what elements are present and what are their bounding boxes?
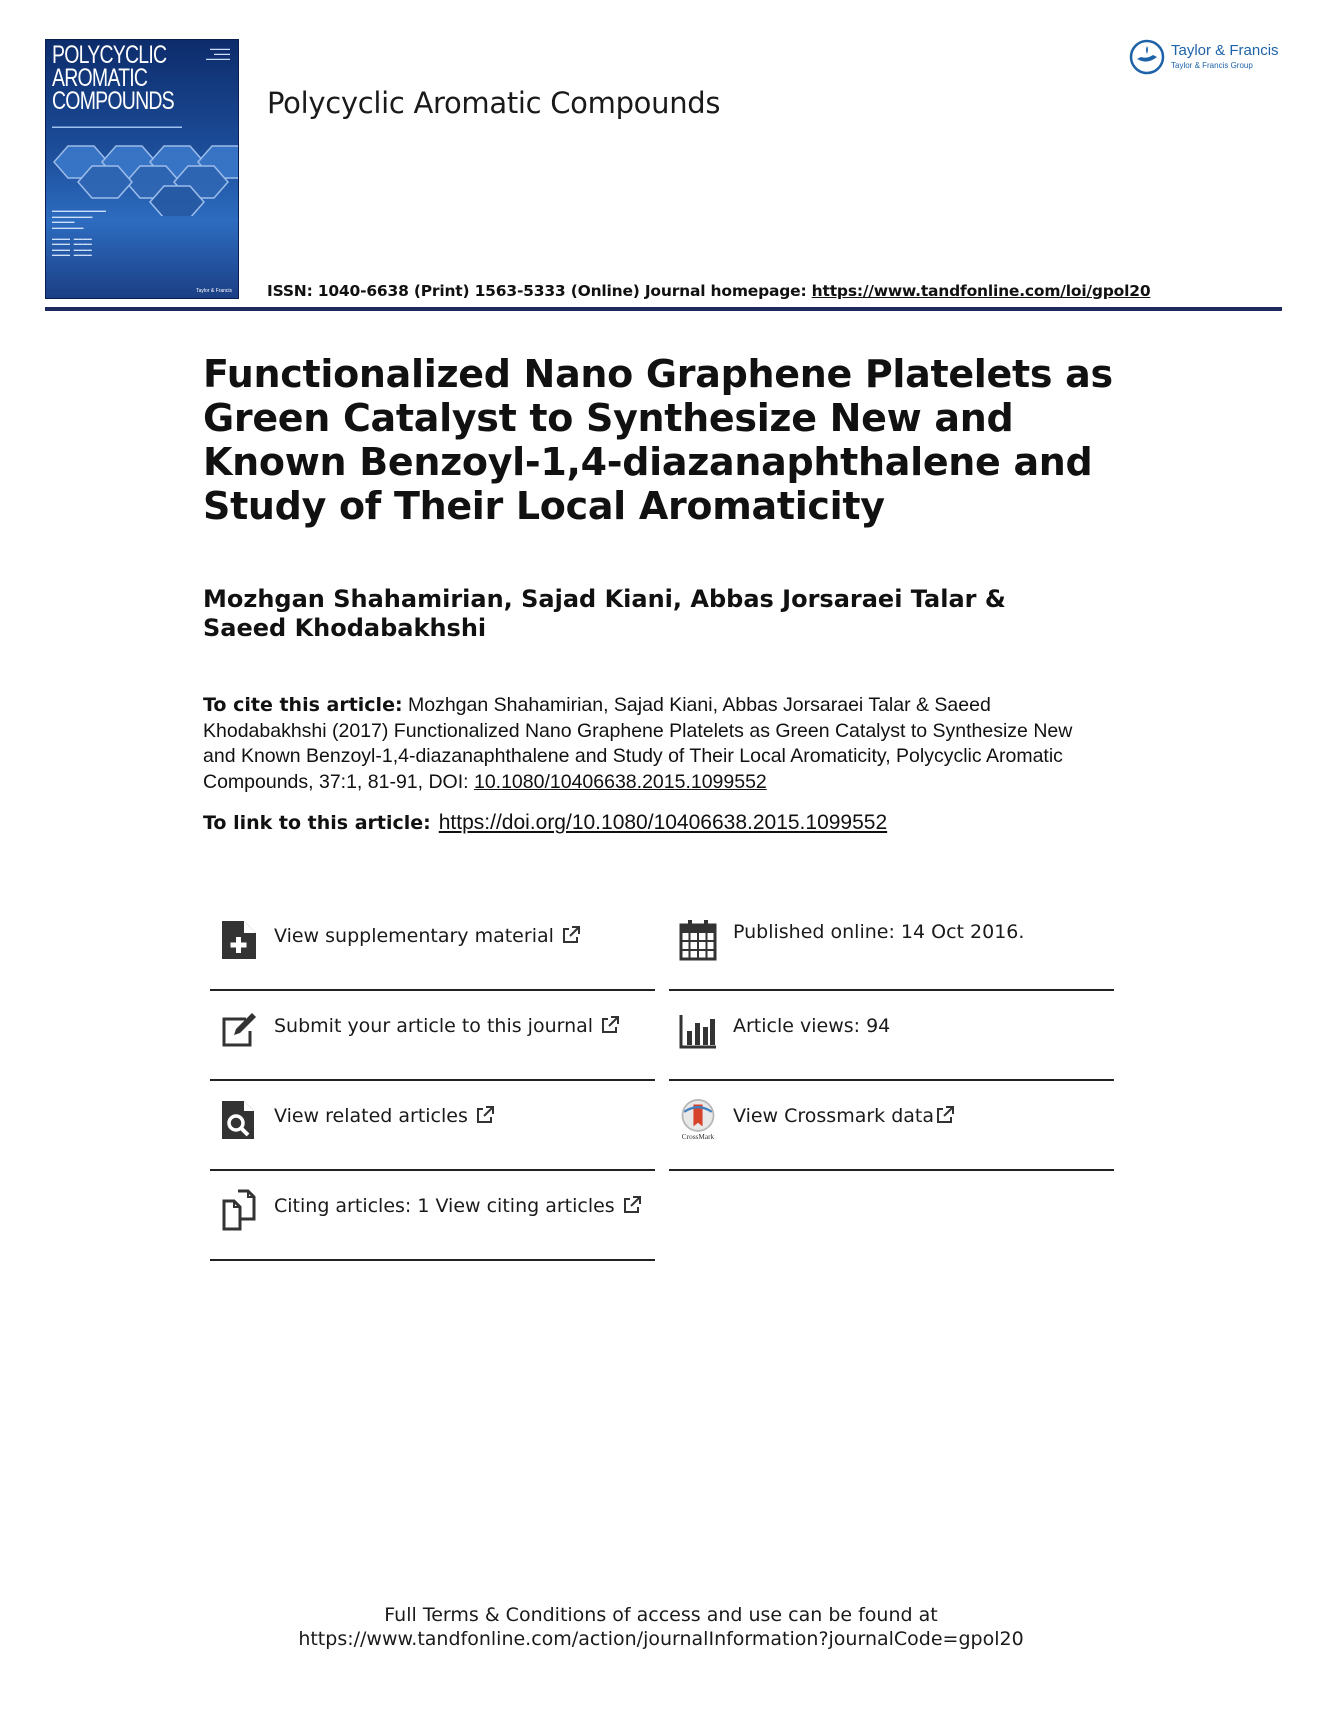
cover-title: POLYCYCLIC AROMATIC COMPOUNDS bbox=[52, 41, 174, 115]
journal-name: Polycyclic Aromatic Compounds bbox=[267, 86, 721, 120]
article-authors: Mozhgan Shahamirian, Sajad Kiani, Abbas Jorsaraei Talar & Saeed Khodabakhshi bbox=[203, 585, 1006, 642]
submit-article-link[interactable]: Submit your article to this journal bbox=[274, 1015, 619, 1037]
bar-chart-icon bbox=[679, 1009, 717, 1051]
related-articles-link[interactable]: View related articles bbox=[274, 1105, 494, 1127]
hexagon-pattern-icon bbox=[46, 138, 239, 216]
issn-text: ISSN: 1040-6638 (Print) 1563-5333 (Online) Journal homepage: bbox=[267, 282, 812, 300]
svg-text:CrossMark: CrossMark bbox=[681, 1132, 715, 1141]
supplementary-material-cell[interactable] bbox=[210, 903, 655, 991]
citing-articles-link[interactable]: Citing articles: 1 View citing articles bbox=[274, 1195, 641, 1217]
issn-line bbox=[267, 282, 1150, 300]
article-views-count: Article views: 94 bbox=[733, 1015, 891, 1037]
article-views-cell bbox=[669, 993, 1114, 1081]
terms-text: Full Terms & Conditions of access and use can be found at bbox=[384, 1604, 938, 1626]
taylor-francis-logo bbox=[1128, 38, 1288, 78]
journal-cover-image bbox=[45, 39, 239, 299]
calendar-icon bbox=[679, 919, 717, 961]
crossmark-link[interactable]: View Crossmark data bbox=[733, 1105, 954, 1127]
cover-issn-decoration: ▬▬▬▬▬ ▬▬▬▬ ▬▬▬▬▬▬ bbox=[206, 46, 230, 61]
cover-publisher-mark: Taylor & Francis bbox=[196, 288, 232, 294]
header-divider bbox=[45, 307, 1282, 311]
published-online-cell bbox=[669, 903, 1114, 991]
supplementary-material-link[interactable]: View supplementary material bbox=[274, 925, 580, 947]
taylor-francis-lamp-icon bbox=[1128, 38, 1166, 76]
citation-block bbox=[203, 693, 1103, 795]
publisher-group: Taylor & Francis Group bbox=[1171, 61, 1253, 70]
cite-doi-link[interactable]: 10.1080/10406638.2015.1099552 bbox=[473, 770, 767, 793]
external-link-icon bbox=[562, 926, 580, 944]
crossmark-icon bbox=[679, 1099, 717, 1141]
external-link-icon bbox=[601, 1016, 619, 1034]
link-label: To link to this article: bbox=[203, 812, 431, 834]
edit-icon bbox=[220, 1009, 258, 1051]
submit-article-cell[interactable] bbox=[210, 993, 655, 1081]
external-link-icon bbox=[623, 1196, 641, 1214]
related-articles-cell[interactable] bbox=[210, 1083, 655, 1171]
citing-articles-cell[interactable] bbox=[210, 1173, 655, 1261]
publisher-name: Taylor & Francis bbox=[1171, 42, 1279, 59]
cite-label: To cite this article: bbox=[203, 694, 403, 716]
external-link-icon bbox=[476, 1106, 494, 1124]
cover-editors-decoration: ▬▬▬▬▬▬▬▬▬▬▬▬ ▬▬▬▬▬▬▬▬▬ ▬▬▬▬▬ ▬▬▬▬▬▬▬ ▬▬▬▬ ▬▬▬▬ ▬▬▬▬ ▬▬▬▬ ▬▬▬▬ ▬▬▬▬ ▬▬▬▬ ▬▬▬▬ bbox=[52, 208, 106, 257]
article-title: Functionalized Nano Graphene Platelets as Green Catalyst to Synthesize New and Known Benzoyl-1,4-diazanaphthalene and Study of Their Local Aromaticity bbox=[203, 352, 1113, 528]
crossmark-cell[interactable] bbox=[669, 1083, 1114, 1171]
published-online-date: Published online: 14 Oct 2016. bbox=[733, 921, 1025, 943]
terms-url[interactable]: https://www.tandfonline.com/action/journalInformation?journalCode=gpol20 bbox=[298, 1628, 1024, 1650]
journal-homepage-link[interactable]: https://www.tandfonline.com/loi/gpol20 bbox=[811, 282, 1151, 300]
article-link-line bbox=[203, 811, 1103, 835]
copy-documents-icon bbox=[220, 1189, 258, 1231]
external-link-icon bbox=[936, 1106, 954, 1124]
cover-subtitle-decoration: ▬▬▬▬▬▬▬▬▬▬▬▬▬▬▬▬▬▬▬▬▬▬▬▬▬▬ bbox=[52, 124, 182, 130]
search-document-icon bbox=[220, 1099, 258, 1141]
terms-footer bbox=[0, 1603, 1322, 1651]
file-plus-icon bbox=[220, 919, 258, 961]
article-doi-link[interactable]: https://doi.org/10.1080/10406638.2015.1099552 bbox=[438, 811, 888, 834]
cite-text: Mozhgan Shahamirian, Sajad Kiani, Abbas Jorsaraei Talar & Saeed Khodabakhshi (2017) Functionalized Nano Graphene Platelets as Green Catalyst to Synthesize New and Known Benzoyl-1,4-diazanaphthalene and Study of Their Local Aromaticity, Polycyclic Aromatic Compounds, 37:1, 81-91, DOI: bbox=[203, 694, 1073, 793]
